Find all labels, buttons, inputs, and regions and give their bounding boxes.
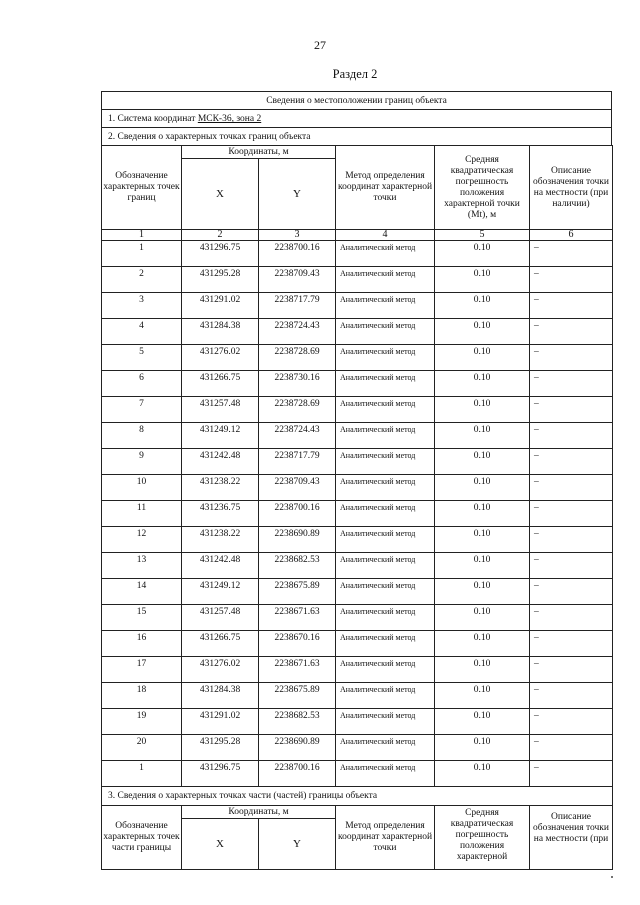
section-title: Раздел 2 [332,67,378,81]
point-id-cell: 8 [102,423,182,449]
description-cell: – [530,553,613,579]
table-row [102,657,613,683]
parts-header-description: Описание обозначения точки на местности (при [530,806,613,870]
table-row [102,501,613,527]
method-cell: Аналитический метод [336,579,435,605]
parts-section-title: 3. Сведения о характерных точках части (частей) границы объекта [102,787,613,806]
x-cell: 431284.38 [182,683,259,709]
y-cell: 2238728.69 [259,345,336,371]
x-cell: 431291.02 [182,293,259,319]
x-cell: 431276.02 [182,345,259,371]
point-id-cell: 12 [102,527,182,553]
error-cell: 0.10 [435,605,530,631]
table-row [102,735,613,761]
description-cell: – [530,423,613,449]
error-cell: 0.10 [435,527,530,553]
error-cell: 0.10 [435,735,530,761]
x-cell: 431266.75 [182,631,259,657]
table-row [102,241,613,267]
table-row [102,553,613,579]
method-cell: Аналитический метод [336,397,435,423]
column-numbers-row [102,230,613,241]
method-cell: Аналитический метод [336,371,435,397]
error-cell: 0.10 [435,371,530,397]
method-cell: Аналитический метод [336,553,435,579]
point-id-cell: 10 [102,475,182,501]
table-row [102,397,613,423]
method-cell: Аналитический метод [336,527,435,553]
table-title: Сведения о местоположении границ объекта [101,91,612,109]
y-cell: 2238671.63 [259,657,336,683]
column-number: 1 [102,230,182,241]
boundary-sheet [101,91,612,870]
error-cell: 0.10 [435,683,530,709]
header-point-id: Обозначение характерных точек границ [102,146,182,230]
column-number: 3 [259,230,336,241]
method-cell: Аналитический метод [336,319,435,345]
y-cell: 2238682.53 [259,553,336,579]
point-id-cell: 2 [102,267,182,293]
error-cell: 0.10 [435,475,530,501]
y-cell: 2238709.43 [259,267,336,293]
y-cell: 2238709.43 [259,475,336,501]
header-method: Метод определения координат характерной точки [336,146,435,230]
description-cell: – [530,631,613,657]
table-row [102,683,613,709]
column-number: 6 [530,230,613,241]
description-cell: – [530,735,613,761]
description-cell: – [530,371,613,397]
parts-header-error: Средняя квадратическая погрешность положения характерной [435,806,530,870]
table-row [102,267,613,293]
coord-system-prefix: 1. Система координат [108,114,198,124]
table-row [102,319,613,345]
header-x: X [182,159,259,230]
y-cell: 2238717.79 [259,449,336,475]
point-id-cell: 18 [102,683,182,709]
point-id-cell: 13 [102,553,182,579]
error-cell: 0.10 [435,657,530,683]
point-id-cell: 9 [102,449,182,475]
description-cell: – [530,475,613,501]
method-cell: Аналитический метод [336,501,435,527]
x-cell: 431257.48 [182,605,259,631]
y-cell: 2238724.43 [259,319,336,345]
x-cell: 431284.38 [182,319,259,345]
point-id-cell: 1 [102,241,182,267]
table-row [102,709,613,735]
x-cell: 431236.75 [182,501,259,527]
parts-header-y: Y [259,819,336,870]
method-cell: Аналитический метод [336,631,435,657]
x-cell: 431249.12 [182,423,259,449]
description-cell: – [530,345,613,371]
x-cell: 431242.48 [182,449,259,475]
method-cell: Аналитический метод [336,761,435,787]
method-cell: Аналитический метод [336,449,435,475]
table-row [102,371,613,397]
method-cell: Аналитический метод [336,475,435,501]
column-number: 5 [435,230,530,241]
point-id-cell: 19 [102,709,182,735]
y-cell: 2238690.89 [259,735,336,761]
method-cell: Аналитический метод [336,267,435,293]
point-id-cell: 7 [102,397,182,423]
error-cell: 0.10 [435,449,530,475]
method-cell: Аналитический метод [336,293,435,319]
error-cell: 0.10 [435,423,530,449]
scan-speck [611,876,613,878]
method-cell: Аналитический метод [336,345,435,371]
table-row [102,605,613,631]
error-cell: 0.10 [435,579,530,605]
x-cell: 431295.28 [182,267,259,293]
page-number: 27 [314,38,326,52]
point-id-cell: 1 [102,761,182,787]
header-coordinates: Координаты, м [182,146,336,159]
x-cell: 431257.48 [182,397,259,423]
header-error: Средняя квадратическая погрешность положения характерной точки (Mt), м [435,146,530,230]
method-cell: Аналитический метод [336,709,435,735]
point-id-cell: 6 [102,371,182,397]
description-cell: – [530,267,613,293]
error-cell: 0.10 [435,761,530,787]
y-cell: 2238670.16 [259,631,336,657]
points-section-title: 2. Сведения о характерных точках границ объекта [101,127,612,145]
error-cell: 0.10 [435,319,530,345]
description-cell: – [530,761,613,787]
description-cell: – [530,605,613,631]
parts-header-x: X [182,819,259,870]
x-cell: 431276.02 [182,657,259,683]
header-description: Описание обозначения точки на местности (при наличии) [530,146,613,230]
description-cell: – [530,319,613,345]
parts-header-coordinates: Координаты, м [182,806,336,819]
description-cell: – [530,683,613,709]
description-cell: – [530,449,613,475]
method-cell: Аналитический метод [336,735,435,761]
point-id-cell: 17 [102,657,182,683]
method-cell: Аналитический метод [336,657,435,683]
y-cell: 2238675.89 [259,683,336,709]
points-rows [102,241,613,787]
y-cell: 2238728.69 [259,397,336,423]
x-cell: 431266.75 [182,371,259,397]
error-cell: 0.10 [435,397,530,423]
coord-system-value: МСК-36, зона 2 [197,114,262,124]
error-cell: 0.10 [435,241,530,267]
table-row [102,527,613,553]
x-cell: 431249.12 [182,579,259,605]
column-number: 2 [182,230,259,241]
description-cell: – [530,293,613,319]
table-row [102,475,613,501]
table-row [102,345,613,371]
description-cell: – [530,527,613,553]
header-y: Y [259,159,336,230]
description-cell: – [530,397,613,423]
y-cell: 2238717.79 [259,293,336,319]
description-cell: – [530,579,613,605]
table-row [102,423,613,449]
method-cell: Аналитический метод [336,423,435,449]
point-id-cell: 4 [102,319,182,345]
method-cell: Аналитический метод [336,683,435,709]
coord-system-row [101,109,612,127]
description-cell: – [530,241,613,267]
y-cell: 2238724.43 [259,423,336,449]
method-cell: Аналитический метод [336,241,435,267]
y-cell: 2238700.16 [259,241,336,267]
column-number: 4 [336,230,435,241]
table-row [102,631,613,657]
y-cell: 2238730.16 [259,371,336,397]
y-cell: 2238671.63 [259,605,336,631]
x-cell: 431291.02 [182,709,259,735]
point-id-cell: 3 [102,293,182,319]
error-cell: 0.10 [435,553,530,579]
error-cell: 0.10 [435,709,530,735]
method-cell: Аналитический метод [336,605,435,631]
table-row [102,761,613,787]
x-cell: 431242.48 [182,553,259,579]
boundary-points-table [101,145,613,870]
y-cell: 2238700.16 [259,761,336,787]
y-cell: 2238682.53 [259,709,336,735]
error-cell: 0.10 [435,345,530,371]
point-id-cell: 20 [102,735,182,761]
error-cell: 0.10 [435,267,530,293]
y-cell: 2238700.16 [259,501,336,527]
parts-header-method: Метод определения координат характерной точки [336,806,435,870]
description-cell: – [530,657,613,683]
point-id-cell: 5 [102,345,182,371]
table-row [102,579,613,605]
point-id-cell: 11 [102,501,182,527]
x-cell: 431238.22 [182,527,259,553]
y-cell: 2238675.89 [259,579,336,605]
parts-header-row [102,806,613,819]
parts-title-row [102,787,613,806]
error-cell: 0.10 [435,501,530,527]
x-cell: 431295.28 [182,735,259,761]
x-cell: 431296.75 [182,241,259,267]
error-cell: 0.10 [435,293,530,319]
table-row [102,449,613,475]
table-row [102,293,613,319]
x-cell: 431238.22 [182,475,259,501]
y-cell: 2238690.89 [259,527,336,553]
description-cell: – [530,709,613,735]
table-header-row [102,146,613,159]
error-cell: 0.10 [435,631,530,657]
description-cell: – [530,501,613,527]
point-id-cell: 15 [102,605,182,631]
point-id-cell: 14 [102,579,182,605]
point-id-cell: 16 [102,631,182,657]
x-cell: 431296.75 [182,761,259,787]
parts-header-point-id: Обозначение характерных точек части границы [102,806,182,870]
